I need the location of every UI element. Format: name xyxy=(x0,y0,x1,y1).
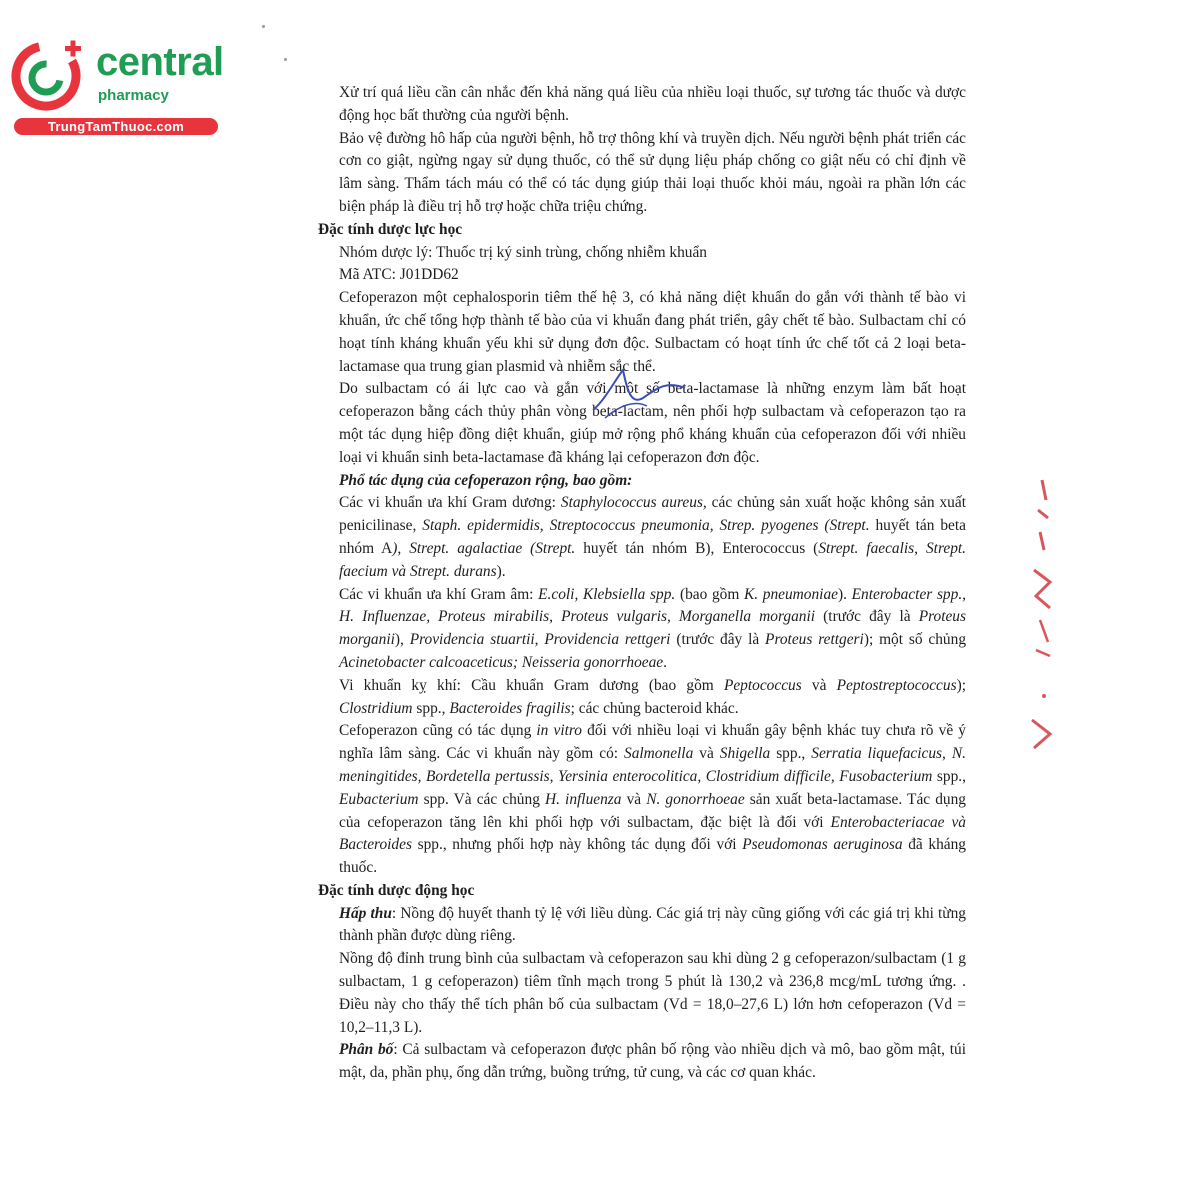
scan-speck xyxy=(262,25,265,28)
distribution-paragraph: Phân bố: Cả sulbactam và cefoperazon được phân bố rộng vào nhiều dịch và mô, bao gồm mật, túi mật, da, phần phụ, ống dẫn trứng, buồng trứng, tử cung, và các cơ quan khác. xyxy=(339,1041,966,1082)
logo-subtitle: pharmacy xyxy=(98,87,169,104)
signature-mark-icon xyxy=(585,360,695,430)
synergy-paragraph: Do sulbactam có ái lực cao và gắn với một số beta-lactamase là những enzym làm bất hoạt cefoperazon bằng cách thủy phân vòng beta-lactam, nên phối hợp sulbactam và cefoperazon tạo ra một tác dụng hiệp đồng diệt khuẩn, giúp mở rộng phổ kháng khuẩn của cefoperazon đối với nhiều loại vi khuẩn sinh beta-lactamase đã kháng lại cefoperazon đơn độc. xyxy=(339,380,966,466)
peak-concentration-paragraph: Nồng độ đỉnh trung bình của sulbactam và cefoperazon sau khi dùng 2 g cefoperazon/sulbactam (1 g sulbactam, 1 g cefoperazon) tiêm tĩnh mạch trong 5 phút là 130,2 và 236,8 mcg/mL tương ứng. . Điều này cho thấy thể tích phân bố của sulbactam (Vd = 18,0–27,6 L) lớn hơn cefoperazon (Vd = 10,2–11,3 L). xyxy=(339,950,966,1036)
pharmacodynamics-heading: Đặc tính dược lực học xyxy=(318,220,463,238)
spectrum-subheading: Phổ tác dụng của cefoperazon rộng, bao gồm: xyxy=(339,471,633,489)
pharmacy-cross-logo-icon xyxy=(10,38,90,118)
anaerobes-paragraph: Vi khuẩn kỵ khí: Cầu khuẩn Gram dương (bao gồm Peptococcus và Peptostreptococcus); Clostridium spp., Bacteroides fragilis; các chủng bacteroid khác. xyxy=(339,676,966,717)
in-vitro-paragraph: Cefoperazon cũng có tác dụng in vitro đối với nhiều loại vi khuẩn gây bệnh khác tuy chưa rõ về ý nghĩa lâm sàng. Các vi khuẩn này gồm có: Salmonella và Shigella spp., Serratia liquefacicus, N. meningitides, Bordetella pertussis, Yersinia enterocolitica, Clostridium difficile, Fusobacterium spp., Eubacterium spp. Và các chủng H. influenza và N. gonorrhoeae sản xuất beta-lactamase. Tác dụng của cefoperazon tăng lên khi phối hợp với sulbactam, đặc biệt là đối với Enterobacteriacae và Bacteroides spp., nhưng phối hợp này không tác dụng đối với Pseudomonas aeruginosa đã kháng thuốc. xyxy=(339,722,966,877)
absorption-paragraph: Hấp thu: Nồng độ huyết thanh tỷ lệ với liều dùng. Các giá trị này cũng giống với các giá trị khi từng thành phần được dùng riêng. xyxy=(339,904,967,945)
absorption-label: Hấp thu xyxy=(339,904,392,922)
pharmacologic-group: Nhóm dược lý: Thuốc trị ký sinh trùng, chống nhiễm khuẩn xyxy=(339,243,707,261)
mechanism-paragraph: Cefoperazon một cephalosporin tiêm thế hệ 3, có khả năng diệt khuẩn do gắn với thành tế bào vi khuẩn, ức chế tổng hợp thành tế bào của vi khuẩn đang phát triển, gây chết tế bào. Sulbactam chỉ có hoạt tính kháng khuẩn yếu khi sử dụng đơn độc. Sulbactam có hoạt tính ức chế tốt cả 2 loại beta-lactamase qua trung gian plasmid và nhiễm sắc thể. xyxy=(339,289,966,375)
logo-name: central xyxy=(96,40,224,84)
distribution-label: Phân bố xyxy=(339,1041,394,1059)
document-body xyxy=(318,82,966,1085)
logo-website[interactable]: TrungTamThuoc.com xyxy=(14,118,218,135)
atc-code: Mã ATC: J01DD62 xyxy=(339,266,459,284)
gram-positive-paragraph: Các vi khuẩn ưa khí Gram dương: Staphylococcus aureus, các chủng sản xuất hoặc không sản xuất penicilinase, Staph. epidermidis, Streptococcus pneumonia, Strep. pyogenes (Strept. huyết tán beta nhóm A), Strept. agalactiae (Strept. huyết tán nhóm B), Enterococcus (Strept. faecalis, Strept. faecium và Strept. durans). xyxy=(339,494,967,580)
seal-stamp-icon xyxy=(1020,470,1060,770)
supportive-care-paragraph: Bảo vệ đường hô hấp của người bệnh, hỗ trợ thông khí và truyền dịch. Nếu người bệnh phát triển các cơn co giật, ngừng ngay sử dụng thuốc, có thể sử dụng liệu pháp chống co giật nếu có chỉ định về lâm sàng. Thẩm tách máu có thể có tác dụng giúp thải loại thuốc khỏi máu, ngoài ra phần lớn các biện pháp là điều trị hỗ trợ hoặc chữa triệu chứng. xyxy=(339,129,966,215)
pharmacokinetics-heading: Đặc tính dược động học xyxy=(318,881,475,899)
overdose-paragraph: Xử trí quá liều cần cân nhắc đến khả năng quá liều của nhiều loại thuốc, sự tương tác thuốc và dược động học bất thường của người bệnh. xyxy=(339,84,966,124)
gram-negative-paragraph: Các vi khuẩn ưa khí Gram âm: E.coli, Klebsiella spp. (bao gồm K. pneumoniae). Enterobacter spp., H. Influenzae, Proteus mirabilis, Proteus vulgaris, Morganella morganii (trước đây là Proteus morganii), Providencia stuartii, Providencia rettgeri (trước đây là Proteus rettgeri); một số chủng Acinetobacter calcoaceticus; Neisseria gonorrhoeae. xyxy=(339,585,967,671)
central-pharmacy-logo[interactable] xyxy=(10,38,224,138)
scan-speck xyxy=(284,58,287,61)
